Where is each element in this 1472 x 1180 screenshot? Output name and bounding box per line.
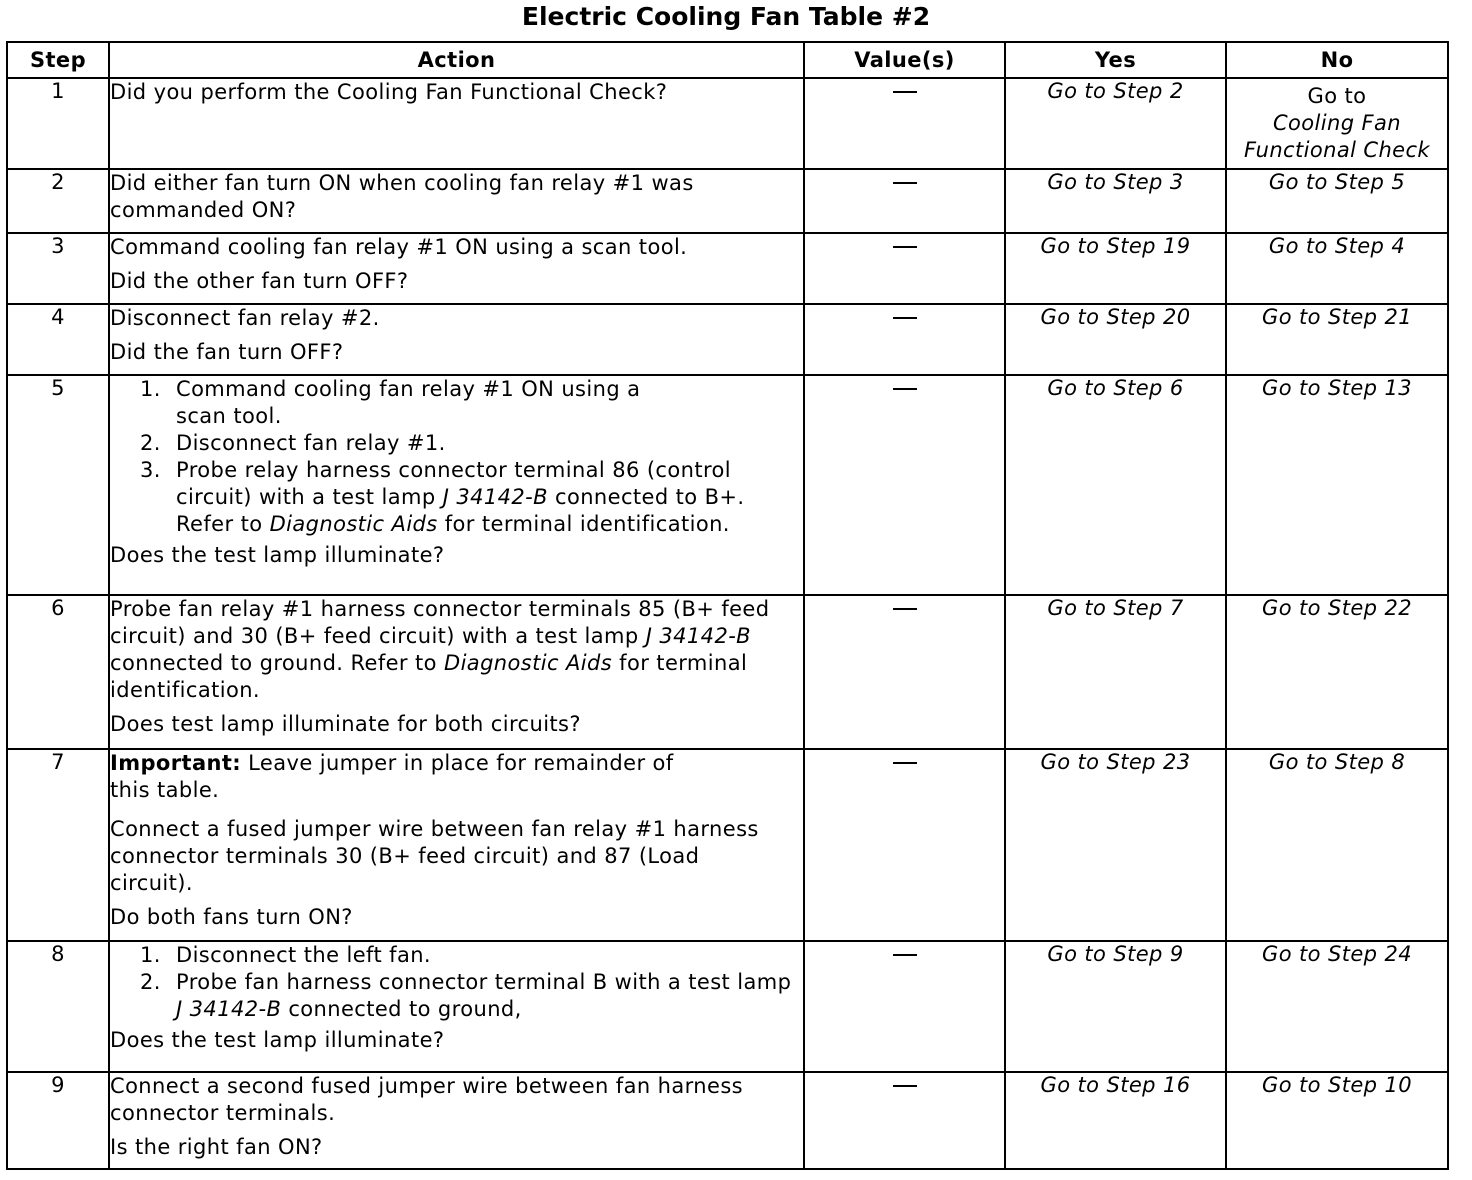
no-cell: [1226, 78, 1448, 169]
no-cell: Go to Step 10: [1226, 1072, 1448, 1169]
step-number: 7: [7, 749, 109, 941]
yes-cell: Go to Step 23: [1005, 749, 1226, 941]
action-text-part: connected to ground. Refer to: [110, 651, 444, 675]
no-text: Go to: [1307, 84, 1367, 108]
value-cell: [804, 233, 1005, 304]
header-no: No: [1226, 42, 1448, 78]
value-dash: [893, 762, 917, 764]
list-item: [110, 376, 803, 430]
list-item: [110, 942, 803, 969]
value-dash: [893, 388, 917, 390]
important-label: Important:: [110, 751, 242, 775]
cooling-fan-table: [6, 41, 1449, 1170]
step-number: 1: [7, 78, 109, 169]
yes-cell: Go to Step 3: [1005, 169, 1226, 233]
value-dash: [893, 246, 917, 248]
table-row: [7, 749, 1448, 941]
value-dash: [893, 91, 917, 93]
value-cell: [804, 1072, 1005, 1169]
yes-cell: Go to Step 19: [1005, 233, 1226, 304]
value-dash: [893, 182, 917, 184]
step-number: 3: [7, 233, 109, 304]
action-text-part: for terminal identification.: [110, 651, 748, 702]
action-text: Connect a fused jumper wire between fan relay #1 harness connector terminals 30 (B+ feed circuit) and 87 (Load circuit).: [110, 817, 759, 895]
action-cell: [109, 595, 804, 749]
list-number: 2.: [140, 431, 161, 455]
no-cell: Go to Step 4: [1226, 233, 1448, 304]
action-question: Does the test lamp illuminate?: [110, 1028, 445, 1052]
step-number: 8: [7, 941, 109, 1072]
action-text: Command cooling fan relay #1 ON using a scan tool.: [110, 235, 688, 259]
value-cell: [804, 304, 1005, 375]
action-cell: [109, 169, 804, 233]
step-number: 5: [7, 375, 109, 595]
header-step: Step: [7, 42, 109, 78]
yes-cell: Go to Step 16: [1005, 1072, 1226, 1169]
list-text: Disconnect the left fan.: [176, 943, 432, 967]
step-number: 6: [7, 595, 109, 749]
value-cell: [804, 749, 1005, 941]
no-link: Functional Check: [1244, 138, 1430, 162]
list-number: 3.: [140, 458, 161, 482]
yes-cell: Go to Step 2: [1005, 78, 1226, 169]
doc-reference: Diagnostic Aids: [444, 651, 613, 675]
header-yes: Yes: [1005, 42, 1226, 78]
value-cell: [804, 169, 1005, 233]
value-cell: [804, 78, 1005, 169]
action-cell: [109, 1072, 804, 1169]
doc-reference: Diagnostic Aids: [269, 512, 438, 536]
no-link: Cooling Fan: [1272, 111, 1401, 135]
list-number: 2.: [140, 970, 161, 994]
list-number: 1.: [140, 377, 161, 401]
table-row: [7, 941, 1448, 1072]
action-text: Connect a second fused jumper wire between fan harness connector terminals.: [110, 1074, 744, 1125]
yes-cell: Go to Step 20: [1005, 304, 1226, 375]
table-row: [7, 169, 1448, 233]
value-dash: [893, 608, 917, 610]
action-text: Did you perform the Cooling Fan Functional Check?: [110, 80, 668, 104]
no-cell: Go to Step 13: [1226, 375, 1448, 595]
action-cell: [109, 304, 804, 375]
list-item: [110, 457, 803, 538]
list-item: [110, 430, 803, 457]
action-cell: [109, 375, 804, 595]
important-note: [110, 750, 803, 804]
action-question: Does the test lamp illuminate?: [110, 543, 445, 567]
tool-reference: J 34142-B: [442, 485, 548, 509]
no-cell: Go to Step 24: [1226, 941, 1448, 1072]
action-text: Disconnect fan relay #2.: [110, 306, 380, 330]
action-question: Did the fan turn OFF?: [110, 340, 344, 364]
step-number: 2: [7, 169, 109, 233]
action-text-part: Probe fan relay #1 harness connector terminals 85 (B+ feed circuit) and 30 (B+ feed circuit) with a test lamp: [110, 597, 770, 648]
no-cell: Go to Step 5: [1226, 169, 1448, 233]
action-text: Did either fan turn ON when cooling fan relay #1 was commanded ON?: [110, 171, 694, 222]
value-cell: [804, 375, 1005, 595]
action-cell: [109, 749, 804, 941]
list-text: for terminal identification.: [437, 512, 730, 536]
list-text: connected to B+. Refer to: [176, 485, 745, 536]
list-text: Command cooling fan relay #1 ON using a scan tool.: [176, 377, 641, 428]
action-question: Did the other fan turn OFF?: [110, 269, 409, 293]
header-values: Value(s): [804, 42, 1005, 78]
table-row: [7, 595, 1448, 749]
list-text: Probe relay harness connector terminal 86 (control circuit) with a test lamp: [176, 458, 732, 509]
step-number: 4: [7, 304, 109, 375]
value-dash: [893, 317, 917, 319]
no-cell: Go to Step 8: [1226, 749, 1448, 941]
yes-cell: Go to Step 6: [1005, 375, 1226, 595]
yes-cell: Go to Step 9: [1005, 941, 1226, 1072]
action-question: Is the right fan ON?: [110, 1135, 323, 1159]
list-text: Disconnect fan relay #1.: [176, 431, 446, 455]
table-row: [7, 233, 1448, 304]
action-cell: [109, 233, 804, 304]
action-question: Do both fans turn ON?: [110, 905, 353, 929]
list-item: [110, 969, 803, 1023]
table-row: [7, 304, 1448, 375]
important-text: Leave jumper in place for remainder of this table.: [110, 751, 674, 802]
header-row: [7, 42, 1448, 78]
action-question: Does test lamp illuminate for both circuits?: [110, 712, 581, 736]
header-action: Action: [109, 42, 804, 78]
yes-cell: Go to Step 7: [1005, 595, 1226, 749]
action-cell: [109, 941, 804, 1072]
tool-reference: J 34142-B: [645, 624, 751, 648]
table-row: [7, 1072, 1448, 1169]
table-row: [7, 78, 1448, 169]
list-text: connected to ground,: [281, 997, 522, 1021]
tool-reference: J 34142-B: [176, 997, 282, 1021]
value-dash: [893, 1085, 917, 1087]
step-number: 9: [7, 1072, 109, 1169]
no-cell: Go to Step 22: [1226, 595, 1448, 749]
value-dash: [893, 954, 917, 956]
list-text: Probe fan harness connector terminal B with a test lamp: [176, 970, 792, 994]
no-cell: Go to Step 21: [1226, 304, 1448, 375]
action-cell: [109, 78, 804, 169]
value-cell: [804, 941, 1005, 1072]
table-row: [7, 375, 1448, 595]
list-number: 1.: [140, 943, 161, 967]
action-text: [110, 596, 803, 704]
table-title: Electric Cooling Fan Table #2: [521, 2, 931, 31]
value-cell: [804, 595, 1005, 749]
